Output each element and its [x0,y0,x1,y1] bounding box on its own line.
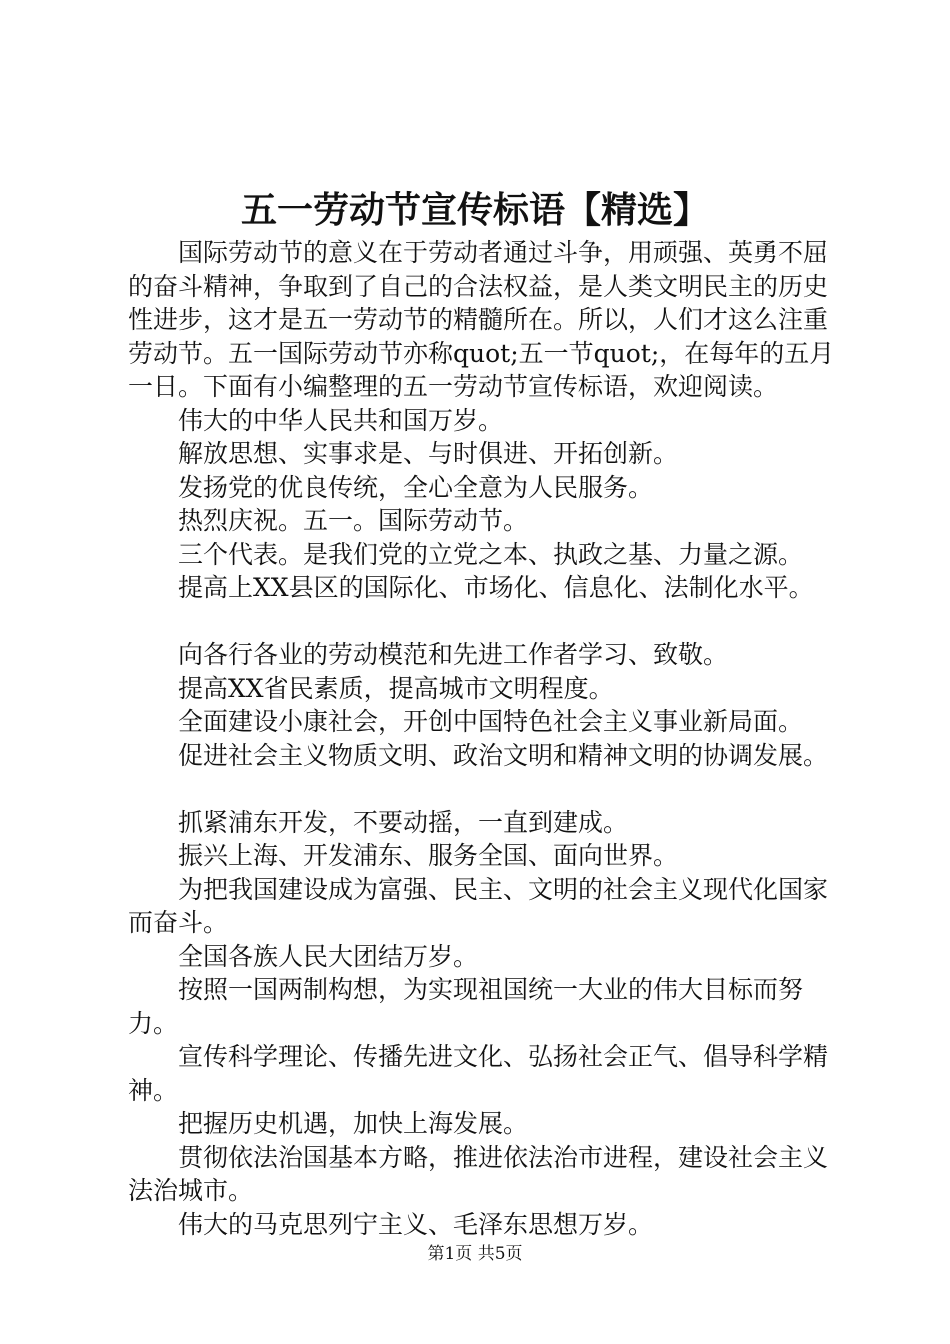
slogan-4: 热烈庆祝。五一。国际劳动节。 [178,506,529,535]
slogan-13: 为把我国建设成为富强、民主、文明的社会主义现代化国家而奋斗。 [128,874,829,937]
blank-line [128,605,838,639]
document-title: 五一劳动节宣传标语【精选】 [240,189,709,231]
slogan-8: 提高XX省民素质，提高城市文明程度。 [178,673,614,703]
slogan-12: 振兴上海、开发浦东、服务全国、面向世界。 [178,841,679,870]
slogan-3: 发扬党的优良传统，全心全意为人民服务。 [178,472,654,502]
page-footer: 第1页 共5页 [427,1244,523,1264]
slogan-16: 宣传科学理论、传播先进文化、弘扬社会正气、倡导科学精神。 [128,1042,829,1105]
slogan-14: 全国各族人民大团结万岁。 [178,941,479,971]
document-body [128,236,838,1241]
slogan-2: 解放思想、实事求是、与时俱进、开拓创新。 [178,439,679,468]
slogan-7: 向各行各业的劳动模范和先进工作者学习、致敬。 [178,640,729,669]
slogan-10: 促进社会主义物质文明、政治文明和精神文明的协调发展。 [178,740,829,770]
slogan-18: 贯彻依法治国基本方略，推进依法治市进程，建设社会主义法治城市。 [128,1142,829,1205]
slogan-6: 提高上XX县区的国际化、市场化、信息化、法制化水平。 [178,573,814,602]
intro-paragraph: 国际劳动节的意义在于劳动者通过斗争，用顽强、英勇不屈的奋斗精神，争取到了自己的合法权益，是人类文明民主的历史性进步，这才是五一劳动节的精髓所在。所以，人们才这么注重劳动节。五一国际劳动节亦称quot;五一节quot;，在每年的五月一日。下面有小编整理的五一劳动节宣传标语，欢迎阅读。 [128,238,835,401]
slogan-5: 三个代表。是我们党的立党之本、执政之基、力量之源。 [178,539,804,569]
slogan-19: 伟大的马克思列宁主义、毛泽东思想万岁。 [178,1209,654,1239]
slogan-15: 按照一国两制构想，为实现祖国统一大业的伟大目标而努力。 [128,975,804,1038]
slogan-9: 全面建设小康社会，开创中国特色社会主义事业新局面。 [178,707,804,736]
blank-line [128,772,838,806]
slogan-11: 抓紧浦东开发，不要动摇，一直到建成。 [178,807,629,837]
slogan-1: 伟大的中华人民共和国万岁。 [178,405,504,435]
slogan-17: 把握历史机遇，加快上海发展。 [178,1109,529,1138]
